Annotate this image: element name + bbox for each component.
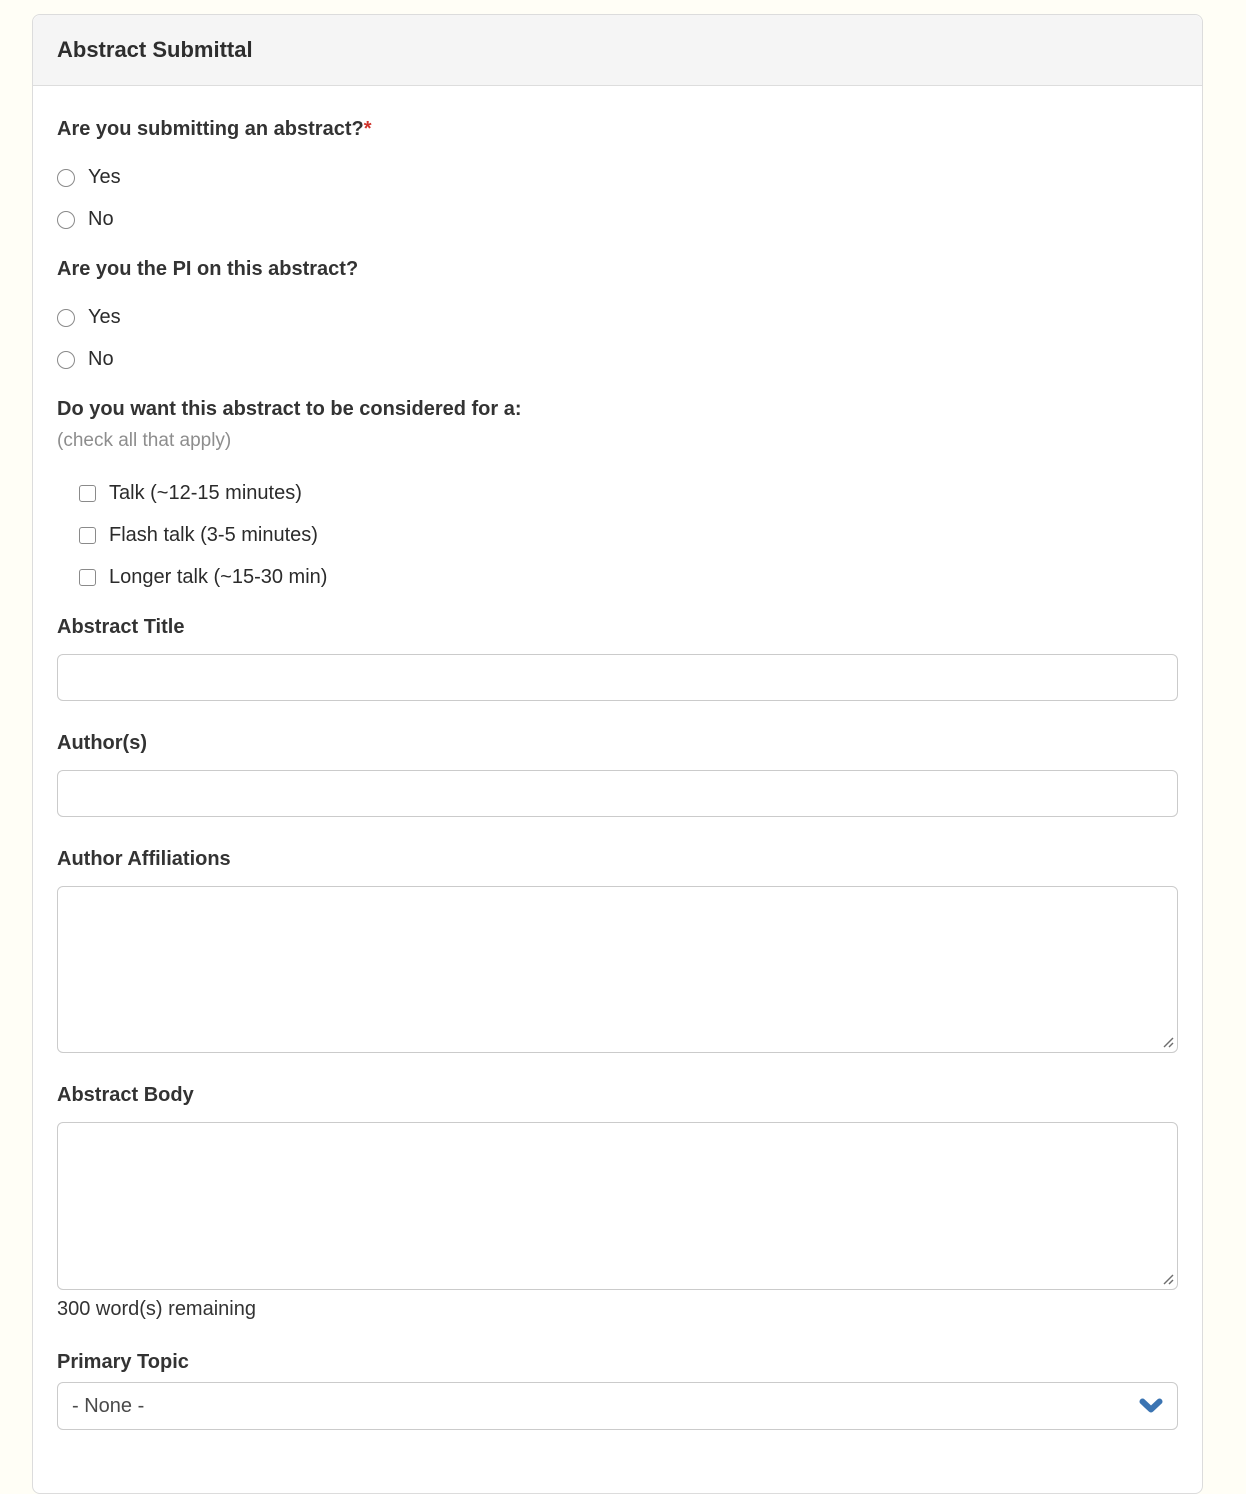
radio-options [57, 164, 1178, 233]
radio-option-label: No [88, 348, 114, 370]
pi-no-radio[interactable] [57, 351, 75, 369]
field-abstract-body [57, 1083, 1178, 1321]
authors-input[interactable] [57, 770, 1178, 817]
abstract-submittal-card [32, 14, 1203, 1494]
radio-option-label: Yes [88, 166, 121, 188]
field-label: Primary Topic [57, 1351, 189, 1373]
checkbox-options [57, 480, 1178, 591]
page-title: Abstract Submittal [57, 37, 253, 62]
pi-yes-radio[interactable] [57, 309, 75, 327]
card-header [33, 15, 1202, 86]
submitting-yes-radio[interactable] [57, 169, 75, 187]
question-considered-for [57, 397, 1178, 591]
primary-topic-select-wrap [57, 1382, 1178, 1430]
flash-talk-checkbox[interactable] [79, 527, 96, 544]
abstract-title-input[interactable] [57, 654, 1178, 701]
resize-grip-icon[interactable] [1161, 1272, 1174, 1285]
checkbox-option-label: Longer talk (~15-30 min) [109, 566, 328, 588]
talk-checkbox[interactable] [79, 485, 96, 502]
question-label: Do you want this abstract to be considered for a: [57, 398, 522, 420]
question-label: Are you submitting an abstract?* [57, 118, 372, 140]
checkbox-option-label: Talk (~12-15 minutes) [109, 482, 302, 504]
longer-talk-checkbox[interactable] [79, 569, 96, 586]
radio-option-no[interactable] [57, 206, 1178, 233]
question-pi [57, 257, 1178, 373]
resize-grip-icon[interactable] [1161, 1035, 1174, 1048]
field-label: Author(s) [57, 732, 147, 754]
field-label: Abstract Title [57, 616, 185, 638]
required-asterisk: * [363, 118, 372, 140]
checkbox-option-label: Flash talk (3-5 minutes) [109, 524, 318, 546]
radio-option-yes[interactable] [57, 164, 1178, 191]
question-submitting-abstract [57, 117, 1178, 233]
field-authors [57, 731, 1178, 817]
radio-option-label: Yes [88, 306, 121, 328]
author-affiliations-textarea[interactable] [57, 886, 1178, 1053]
submitting-no-radio[interactable] [57, 211, 75, 229]
question-hint: (check all that apply) [57, 430, 232, 451]
abstract-body-textarea[interactable] [57, 1122, 1178, 1290]
radio-option-no[interactable] [57, 346, 1178, 373]
checkbox-option-longer-talk[interactable] [57, 564, 1178, 591]
checkbox-option-flash-talk[interactable] [57, 522, 1178, 549]
radio-options [57, 304, 1178, 373]
checkbox-option-talk[interactable] [57, 480, 1178, 507]
question-label: Are you the PI on this abstract? [57, 258, 359, 280]
field-abstract-title [57, 615, 1178, 701]
author-affiliations-textarea-wrap [57, 886, 1178, 1053]
radio-option-yes[interactable] [57, 304, 1178, 331]
radio-option-label: No [88, 208, 114, 230]
field-label: Author Affiliations [57, 848, 231, 870]
field-label: Abstract Body [57, 1084, 194, 1106]
field-primary-topic [57, 1350, 1178, 1430]
word-count-remaining: 300 word(s) remaining [57, 1298, 256, 1320]
primary-topic-select[interactable] [57, 1382, 1178, 1430]
card-body [33, 86, 1202, 1430]
abstract-body-textarea-wrap [57, 1122, 1178, 1290]
field-author-affiliations [57, 847, 1178, 1053]
